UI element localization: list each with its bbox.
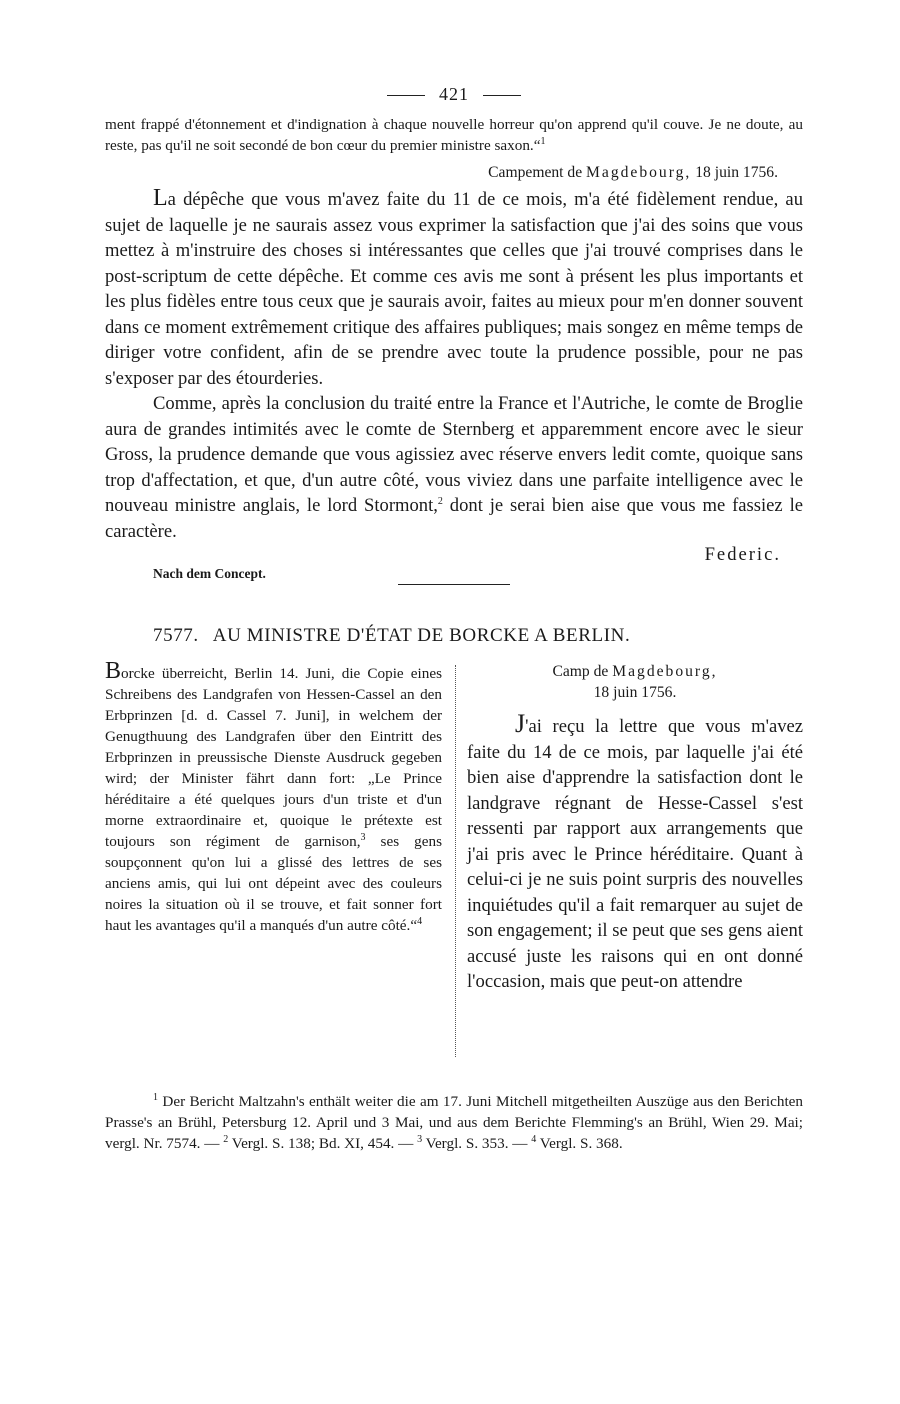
- footnote-ref: 1: [540, 135, 546, 147]
- footnote-ref: 4: [417, 915, 423, 927]
- page-number: 421: [439, 84, 469, 104]
- continuation-paragraph: [105, 114, 803, 156]
- section-divider: [398, 584, 510, 585]
- column-divider: [455, 665, 456, 1057]
- header-dash-right: [483, 95, 521, 96]
- signature: Federic.: [704, 544, 781, 565]
- initial-letter: B: [105, 658, 122, 684]
- footnote-ref: 2: [437, 495, 443, 507]
- dateline-prefix: Campement de: [488, 164, 583, 181]
- two-column-section: [105, 658, 803, 1073]
- letter-paragraph: [105, 186, 803, 391]
- footnote-marker: 1: [153, 1091, 158, 1103]
- document-page: [105, 84, 803, 1154]
- source-note: Nach dem Concept.: [153, 566, 266, 581]
- entry-number: 7577.: [153, 625, 199, 646]
- summary-column: [105, 658, 442, 936]
- paragraph-text: Comme, après la conclusion du traité entre la France et l'Autriche, le comte de Broglie aura de grandes intimités avec le comte de Sternberg et apparemment encore avec le sieur Gross, la prudence demande que vous agissiez avec réserve envers ledit comte, quoique sans trop d'affectation, et que, d'un autre côté, vous viviez dans une parfaite intelligence avec le nouveau ministre anglais, le lord Stormont,: [105, 393, 803, 516]
- footnote-marker: 3: [417, 1133, 423, 1145]
- dateline-date: 18 juin 1756.: [695, 164, 778, 181]
- footnote-text: Der Bericht Maltzahn's enthält weiter die am 17. Juni Mitchell mitgetheilten Auszüge aus den Berichten Prasse's an Brühl, Petersburg 12. April und 3 Mai, und aus dem Berichte Flemming's an Brühl, Wien 29. Mai; vergl. Nr. 7574. —: [105, 1093, 803, 1152]
- page-number-header: [105, 84, 803, 114]
- letter-paragraph: [467, 711, 803, 995]
- letter-column: [467, 661, 803, 995]
- letter-dateline: [105, 164, 803, 182]
- paragraph-text: dont je serai bien aise que vous me fassiez le caractère.: [105, 495, 803, 542]
- footnotes: [105, 1091, 803, 1154]
- initial-letter: L: [153, 185, 168, 211]
- letter-dateline: [467, 661, 803, 703]
- footnote-text: Vergl. S. 353. —: [422, 1135, 532, 1152]
- summary-text: ses gens soupçonnent qu'on lui a glissé des lettres de ses anciens amis, qui lui ont dépeint avec des couleurs noires la situation où il se trouve, et fait sonner fort haut les avantages qu'il a manqués d'un autre côté.“: [105, 833, 442, 934]
- header-dash-left: [387, 95, 425, 96]
- dateline-prefix: Camp de: [552, 663, 609, 680]
- dateline-place: Magdebourg,: [586, 164, 692, 181]
- entry-title: AU MINISTRE D'ÉTAT DE BORCKE A BERLIN.: [212, 625, 631, 646]
- footnote-text: Vergl. S. 138; Bd. XI, 454. —: [228, 1135, 418, 1152]
- letter-paragraph: [105, 391, 803, 544]
- paragraph-text: a dépêche que vous m'avez faite du 11 de ce mois, m'a été fidèlement rendue, au sujet de laquelle je ne saurais assez vous exprimer la satisfaction que j'ai des soins que vous mettez à m'instruire des choses si intéressantes que celles que j'ai trouvé comprises dans le post-scriptum de cette dépêche. Et comme ces avis me sont à présent les plus importants et les plus fidèles entre tous ceux que je saurais avoir, faites au mieux pour m'en donner souvent dans ce moment extrêmement critique des affaires publiques; mais songez en même temps de diriger votre confident, afin de se prendre avec toute la prudence possible, pour ne pas s'exposer par des étourderies.: [105, 189, 803, 389]
- entry-heading: [105, 625, 803, 647]
- footnote-marker: 2: [223, 1133, 229, 1145]
- footnote-text: Vergl. S. 368.: [536, 1135, 623, 1152]
- dateline-date: 18 juin 1756.: [593, 684, 677, 701]
- initial-letter: J: [515, 709, 526, 738]
- summary-text: orcke überreicht, Berlin 14. Juni, die Copie eines Schreibens des Landgrafen von Hessen-Cassel an den Erbprinzen [d. d. Cassel 7. Juni], in welchem der Genugthuung des Landgrafen über den Eintritt des Erbprinzen in preussische Dienste Ausdruck gegeben wird; der Minister fährt dann fort: „Le Prince héréditaire a été quelques jours d'un triste et d'un morne extraordinaire et, quoique le prétexte est toujours son régiment de garnison,: [105, 665, 442, 850]
- footnote-ref: 3: [360, 831, 366, 843]
- dateline-place: Magdebourg,: [612, 663, 718, 680]
- footnote-marker: 4: [531, 1133, 537, 1145]
- paragraph-text: 'ai reçu la lettre que vous m'avez faite du 14 de ce mois, par laquelle j'ai été bien aise d'apprendre la satisfaction dont le landgrave régnant de Hesse-Cassel s'est ressenti par rapport aux arrangements que j'ai pris avec le Prince héréditaire. Quant à celui-ci je ne suis point surpris des nouvelles inquiétudes qu'il a fait remarquer au sujet de son engagement; il se peut que ses gens aient accusé juste les raisons qui en ont donné l'occasion, mais que peut-on attendre: [467, 716, 803, 992]
- signoff: [105, 544, 803, 581]
- continuation-text: ment frappé d'étonnement et d'indignation à chaque nouvelle horreur qu'on apprend qu'il couve. Je ne doute, au reste, pas qu'il ne soit secondé de bon cœur du premier ministre saxon.“: [105, 116, 803, 154]
